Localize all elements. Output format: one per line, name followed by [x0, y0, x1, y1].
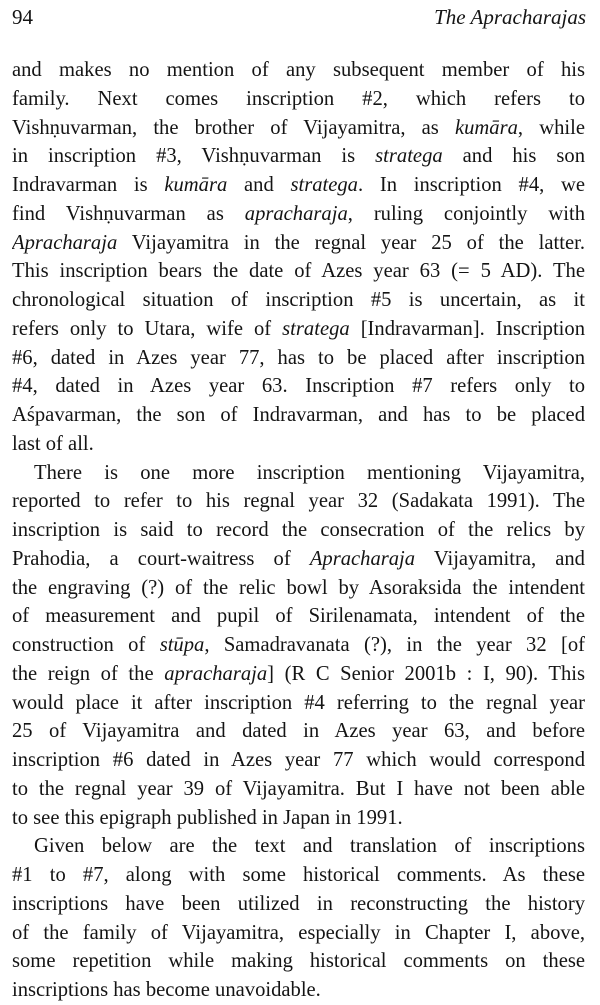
paragraph-1 — [12, 56, 585, 459]
text-line: Apracharaja Vijayamitra in the regnal year 25 of the latter. — [12, 231, 585, 254]
text-line: Given below are the text and translation of inscriptions — [34, 835, 585, 858]
text-line: family. Next comes inscription #2, which refers to — [12, 87, 585, 110]
text-line: #6, dated in Azes year 77, has to be placed after inscription — [12, 346, 585, 369]
text-line: refers only to Utara, wife of stratega [Indravarman]. Inscription — [12, 317, 585, 340]
book-page — [12, 0, 588, 1001]
text-line: inscriptions has become unavoidable. — [12, 979, 321, 1001]
text-line: inscription #6 dated in Azes year 77 which would correspond — [12, 749, 585, 771]
text-line: 25 of Vijayamitra and dated in Azes year 63, and before — [12, 720, 585, 743]
running-title: The Apracharajas — [434, 5, 586, 29]
page-number: 94 — [12, 5, 33, 29]
text-line: This inscription bears the date of Azes year 63 (= 5 AD). The — [12, 260, 585, 283]
text-line: would place it after inscription #4 referring to the regnal year — [12, 691, 585, 714]
body-text — [12, 56, 585, 1005]
text-line: last of all. — [12, 432, 94, 455]
text-line: the reign of the apracharaja] (R C Senior 2001b : I, 90). This — [12, 662, 585, 685]
text-line: find Vishṇuvarman as apracharaja, ruling conjointly with — [12, 202, 585, 225]
text-line: Aśpavarman, the son of Indravarman, and has to be placed — [12, 404, 585, 426]
text-line: There is one more inscription mentioning Vijayamitra, — [34, 461, 585, 484]
text-line: construction of stūpa, Samadravanata (?), in the year 32 [of — [12, 634, 585, 656]
text-line: of the family of Vijayamitra, especially in Chapter I, above, — [12, 921, 585, 944]
text-line: inscription is said to record the consecration of the relics by — [12, 519, 585, 541]
paragraph-2 — [12, 459, 585, 833]
text-line: inscriptions have been utilized in reconstructing the history — [12, 892, 585, 915]
text-line: Indravarman is kumāra and stratega. In inscription #4, we — [12, 174, 585, 196]
text-line: of measurement and pupil of Sirilenamata, intendent of the — [12, 605, 585, 628]
text-line: and makes no mention of any subsequent member of his — [12, 59, 585, 81]
paragraph-3 — [12, 832, 585, 1005]
text-line: to see this epigraph published in Japan in 1991. — [12, 806, 403, 829]
text-line: Vishṇuvarman, the brother of Vijayamitra, as kumāra, while — [12, 116, 585, 139]
text-line: #1 to #7, along with some historical comments. As these — [12, 864, 585, 886]
page-header — [12, 4, 586, 30]
text-line: in inscription #3, Vishṇuvarman is stratega and his son — [12, 145, 585, 168]
text-line: Prahodia, a court-waitress of Apracharaja Vijayamitra, and — [12, 547, 585, 570]
text-line: some repetition while making historical comments on these — [12, 950, 585, 973]
text-line: the engraving (?) of the relic bowl by Asoraksida the intendent — [12, 576, 585, 599]
text-line: chronological situation of inscription #5 is uncertain, as it — [12, 289, 585, 311]
text-line: reported to refer to his regnal year 32 (Sadakata 1991). The — [12, 490, 585, 513]
text-line: #4, dated in Azes year 63. Inscription #7 refers only to — [12, 375, 585, 398]
text-line: to the regnal year 39 of Vijayamitra. But I have not been able — [12, 777, 585, 800]
